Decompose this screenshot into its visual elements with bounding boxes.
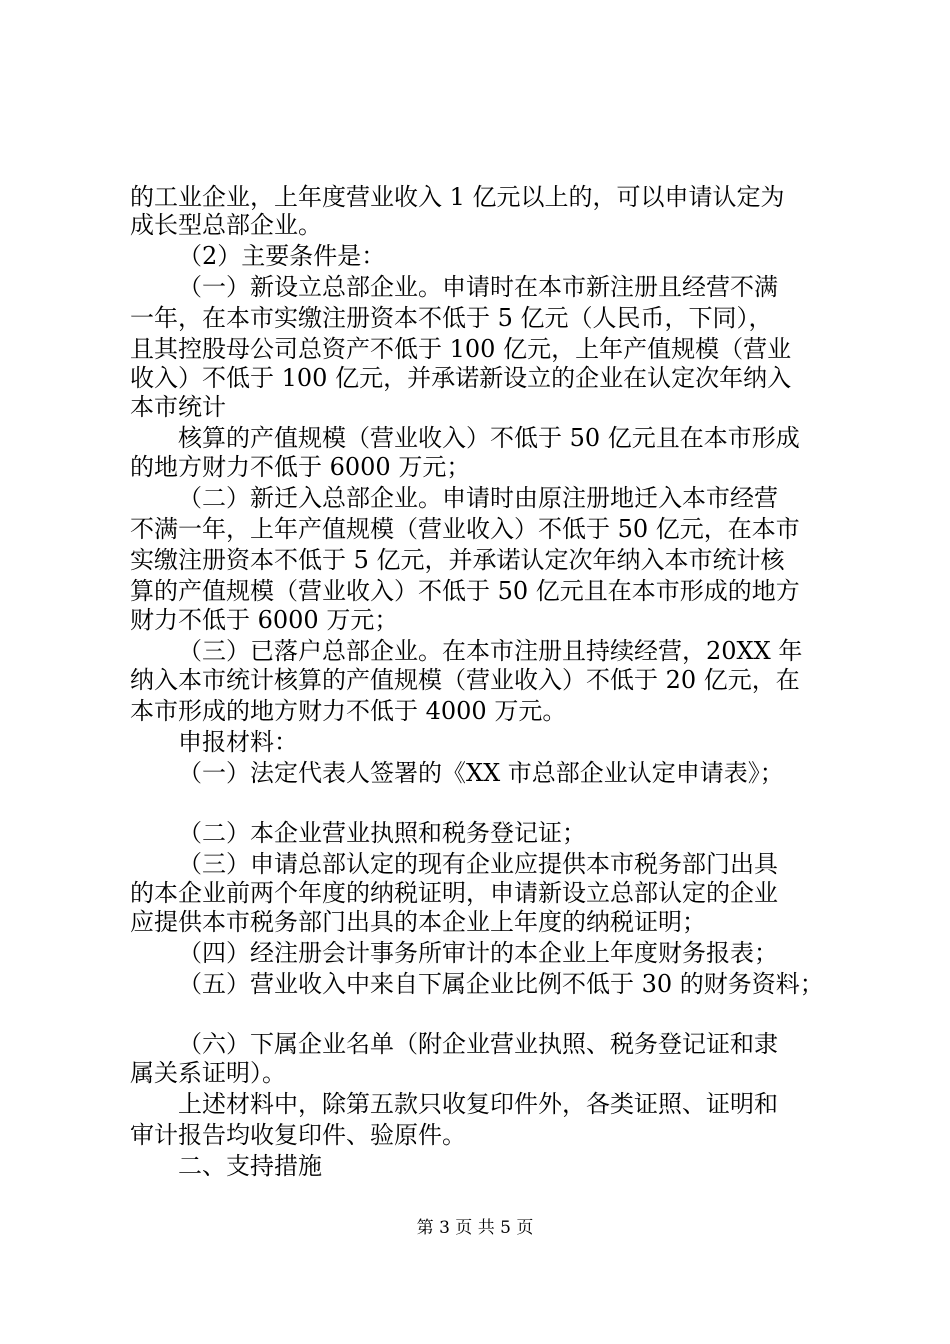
text-line: 一年，在本市实缴注册资本不低于 5 亿元（人民币，下同）， [130, 304, 773, 332]
text-line: （四）经注册会计事务所审计的本企业上年度财务报表； [178, 939, 778, 967]
text-line: 成长型总部企业。 [130, 211, 322, 239]
text-line: （一）新设立总部企业。申请时在本市新注册且经营不满 [178, 273, 778, 301]
text-line: 的工业企业，上年度营业收入 1 亿元以上的，可以申请认定为 [130, 183, 785, 211]
text-line: （二）新迁入总部企业。申请时由原注册地迁入本市经营 [178, 484, 778, 512]
text-line: 收入）不低于 100 亿元，并承诺新设立的企业在认定次年纳入 [130, 364, 792, 392]
text-line: 审计报告均收复印件、验原件。 [130, 1121, 466, 1149]
text-line: （一）法定代表人签署的《XX 市总部企业认定申请表》； [178, 759, 784, 787]
page-number: 第 3 页 共 5 页 [416, 1218, 534, 1238]
text-line: 的地方财力不低于 6000 万元； [130, 453, 471, 481]
text-line: （二）本企业营业执照和税务登记证； [178, 819, 586, 847]
text-line: 纳入本市统计核算的产值规模（营业收入）不低于 20 亿元，在 [130, 666, 800, 694]
text-line: 上述材料中，除第五款只收复印件外，各类证照、证明和 [178, 1090, 778, 1118]
text-line: （三）申请总部认定的现有企业应提供本市税务部门出具 [178, 850, 778, 878]
text-line: 实缴注册资本不低于 5 亿元，并承诺认定次年纳入本市统计核 [130, 546, 785, 574]
section-heading: 申报材料： [178, 728, 298, 756]
text-line: 本市形成的地方财力不低于 4000 万元。 [130, 697, 567, 725]
text-line: （2）主要条件是： [178, 242, 386, 270]
text-line: 的本企业前两个年度的纳税证明，申请新设立总部认定的企业 [130, 879, 778, 907]
text-line: 本市统计 [130, 393, 226, 421]
text-line: （六）下属企业名单（附企业营业执照、税务登记证和隶 [178, 1030, 778, 1058]
text-line: 财力不低于 6000 万元； [130, 606, 399, 634]
text-line: 属关系证明）。 [130, 1059, 286, 1087]
text-line: 应提供本市税务部门出具的本企业上年度的纳税证明； [130, 908, 706, 936]
text-line: 核算的产值规模（营业收入）不低于 50 亿元且在本市形成 [178, 424, 800, 452]
section-heading: 二、支持措施 [178, 1152, 322, 1180]
text-line: （三）已落户总部企业。在本市注册且持续经营，20XX 年 [178, 637, 803, 665]
text-line: （五）营业收入中来自下属企业比例不低于 30 的财务资料； [178, 970, 824, 998]
text-line: 且其控股母公司总资产不低于 100 亿元，上年产值规模（营业 [130, 335, 792, 363]
text-line: 不满一年，上年产值规模（营业收入）不低于 50 亿元，在本市 [130, 515, 800, 543]
text-line: 算的产值规模（营业收入）不低于 50 亿元且在本市形成的地方 [130, 577, 800, 605]
